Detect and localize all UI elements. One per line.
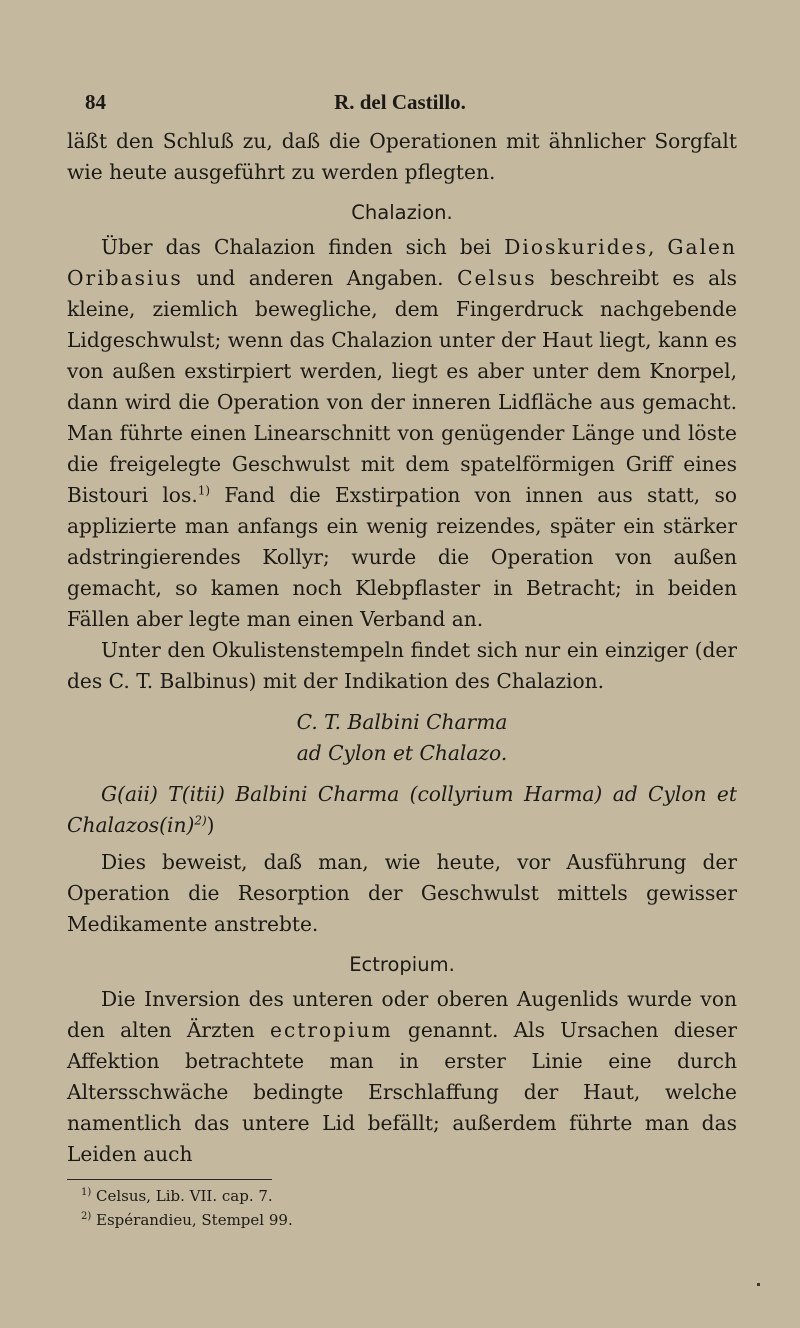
footnote-rule bbox=[67, 1179, 272, 1180]
author-name: Galen bbox=[667, 235, 737, 259]
section-heading-ectropium: Ectropium. bbox=[349, 953, 455, 976]
author-name: Oribasius bbox=[67, 266, 183, 290]
author-name: Celsus bbox=[457, 266, 537, 290]
footnote-mark: 1) bbox=[81, 1187, 92, 1198]
inscription-line: ad Cylon et Chalazo. bbox=[296, 741, 508, 765]
inscription-expanded bbox=[67, 779, 737, 841]
paragraph-stamps: Unter den Okulistenstempeln findet sich nur ein einziger (der des C. T. Balbinus) mit der Indikation des Chalazion. bbox=[67, 638, 737, 693]
footnote bbox=[67, 1184, 737, 1208]
footnote-ref-2: 2) bbox=[194, 813, 207, 828]
text-run: und anderen Angaben. bbox=[182, 266, 458, 290]
latin-term: ectropium bbox=[270, 1018, 393, 1042]
page-header bbox=[85, 90, 715, 120]
paragraph-ectropium bbox=[67, 984, 737, 1170]
text-run: Die Inversion des unteren oder oberen Augenlids wurde von den alten Ärzten bbox=[67, 987, 737, 1042]
paragraph-continued: läßt den Schluß zu, daß die Operationen mit ähnlicher Sorgfalt wie heute ausgeführt zu werden pflegten. bbox=[67, 129, 737, 184]
print-speck bbox=[757, 1283, 760, 1286]
text-run: G(aii) T(itii) Balbini Charma (collyrium Harma) ad Cylon et Chalazos(in) bbox=[67, 782, 737, 837]
footnote-mark: 2) bbox=[81, 1211, 92, 1222]
text-run: genannt. Als Ursachen dieser Affektion betrachtete man in erster Linie eine durch Altersschwäche bedingte Erschlaffung der Haut, welche namentlich das untere Lid befällt; außerdem führte man das Leiden auch bbox=[67, 1018, 737, 1166]
footnote-text: Celsus, Lib. VII. cap. 7. bbox=[91, 1187, 273, 1205]
footnote bbox=[67, 1208, 737, 1232]
footnote-text: Espérandieu, Stempel 99. bbox=[91, 1211, 293, 1229]
text-run: ) bbox=[206, 813, 215, 837]
running-head: R. del Castillo. bbox=[334, 90, 466, 114]
text-run: Fand die Exstirpation von innen aus statt, so applizierte man anfangs ein wenig reizendes, später ein stärker adstringierendes Kollyr; wurde die Operation von außen gemacht, so kamen noch Klebpflaster in Betracht; in beiden Fällen aber legte man einen Verband an. bbox=[67, 483, 737, 631]
inscription bbox=[67, 707, 737, 769]
paragraph-resorption: Dies beweist, daß man, wie heute, vor Ausführung der Operation die Resorption der Geschwulst mittels gewisser Medikamente anstrebte. bbox=[67, 850, 737, 936]
page-body bbox=[67, 126, 737, 1232]
page-number: 84 bbox=[85, 90, 106, 114]
inscription-line: C. T. Balbini Charma bbox=[296, 710, 508, 734]
section-heading-chalazion: Chalazion. bbox=[351, 201, 453, 224]
text-run: Über das Chalazion finden sich bei bbox=[101, 235, 505, 259]
footnote-ref-1: 1) bbox=[197, 483, 211, 498]
paragraph-chalazion-sources bbox=[67, 232, 737, 635]
text-run: beschreibt es als kleine, ziemlich bewegliche, dem Fingerdruck nachgebende Lidgeschwulst; wenn das Chalazion unter der Haut liegt, kann es von außen exstirpiert werden, liegt es aber unter dem Knorpel, dann wird die Operation von der inneren Lidfläche aus gemacht. Man führte einen Linearschnitt von genügender Länge und löste die freigelegte Geschwulst mit dem spatelförmigen Griff eines Bistouri los. bbox=[67, 266, 737, 507]
author-name: Dioskurides bbox=[504, 235, 648, 259]
text-run: , bbox=[647, 235, 668, 259]
